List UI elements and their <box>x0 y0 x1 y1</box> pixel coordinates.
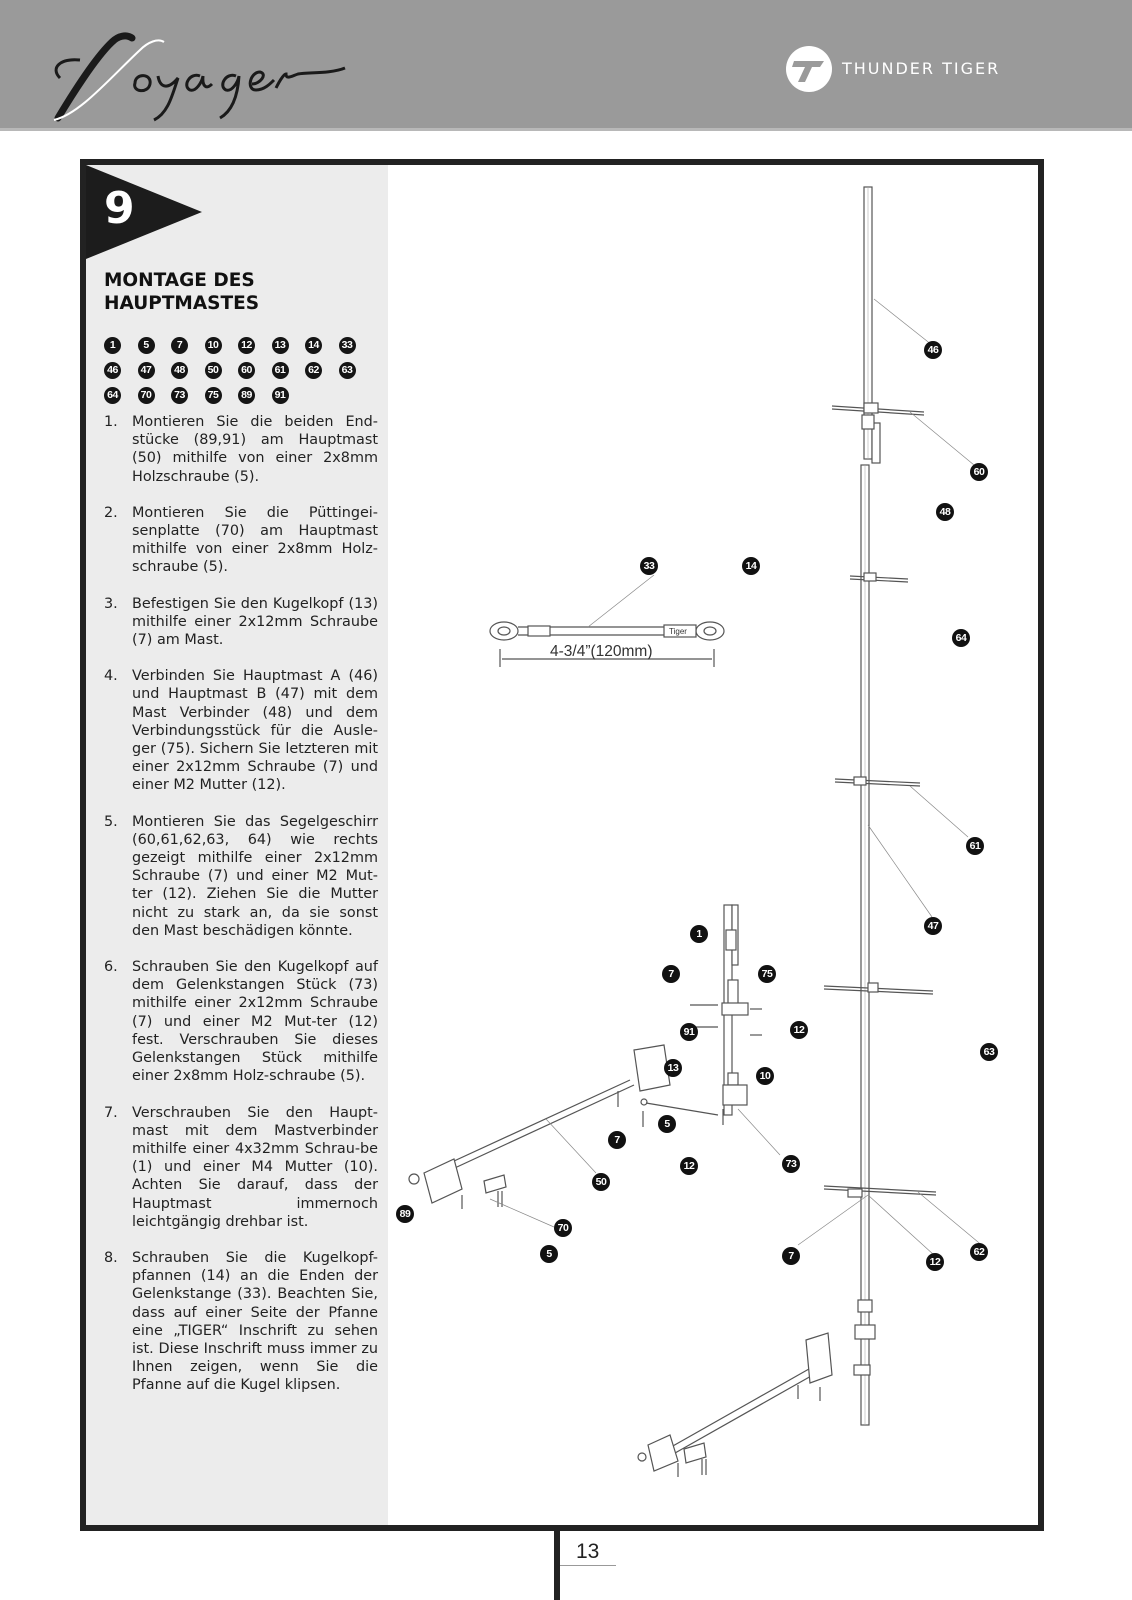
dimension-label: 4-3/4”(120mm) <box>550 643 653 660</box>
part-callout: 10 <box>756 1067 774 1085</box>
part-callout: 75 <box>758 965 776 983</box>
part-callout: 61 <box>966 837 984 855</box>
part-callout: 5 <box>540 1245 558 1263</box>
part-callout: 12 <box>926 1253 944 1271</box>
instruction-item <box>104 595 378 650</box>
part-callout: 91 <box>680 1023 698 1041</box>
instruction-text: Montieren Sie die beiden End-stücke (89,91) am Hauptmast (50) mithilfe von einer 2x8mm Holzschraube (5). <box>132 414 378 485</box>
part-callout: 7 <box>608 1131 626 1149</box>
instruction-text: Befestigen Sie den Kugelkopf (13) mithilfe einer 2x12mm Schraube (7) am Mast. <box>132 595 378 649</box>
instruction-number: 7. <box>104 1104 118 1121</box>
instruction-item <box>104 1249 378 1395</box>
instruction-item <box>104 1104 378 1231</box>
part-badge: 13 <box>272 337 289 354</box>
maker-name: THUNDER TIGER <box>842 59 1001 78</box>
part-badge: 63 <box>339 362 356 379</box>
rod-tiger-label: Tiger <box>669 627 687 636</box>
part-callout: 73 <box>782 1155 800 1173</box>
part-callout: 7 <box>662 965 680 983</box>
instruction-panel <box>86 165 388 1525</box>
part-callout: 12 <box>680 1157 698 1175</box>
instruction-text: Verschrauben Sie den Haupt-mast mit dem Mastverbinder mithilfe einer 4x32mm Schrau-be (1) und einer M4 Mutter (10). Achten Sie darauf, dass der Hauptmast immernoch leichtgängig drehbar ist. <box>132 1104 378 1230</box>
part-badge: 12 <box>238 337 255 354</box>
instruction-item <box>104 958 378 1085</box>
instruction-text: Montieren Sie die Püttingei-senplatte (70) am Hauptmast mithilfe von einer 2x8mm Holz-schraube (5). <box>132 504 378 576</box>
instruction-text: Schrauben Sie den Kugelkopf auf dem Gelenkstangen Stück (73) mithilfe einer 2x12mm Schraube (7) und einer M2 Mut-ter (12) fest. Verschrauben Sie dieses Gelenkstangen Stück mithilfe einer 2x8mm Holz-schraube (5). <box>132 959 378 1085</box>
page-number-underline <box>560 1565 616 1566</box>
instruction-number: 6. <box>104 959 118 976</box>
part-callout: 7 <box>782 1247 800 1265</box>
part-callout: 33 <box>640 557 658 575</box>
part-badge: 46 <box>104 362 121 379</box>
instruction-text: Schrauben Sie die Kugelkopf-pfannen (14) an die Enden der Gelenkstange (33). Beachten Sie, dass auf einer Seite der Pfanne eine „TIGER“ Inschrift zu sehen ist. Diese Inschrift muss immer zu Ihnen zeigen, wenn Sie die Pfanne auf die Kugel klipsen. <box>132 1249 378 1394</box>
part-callout: 64 <box>952 629 970 647</box>
part-callout: 12 <box>790 1021 808 1039</box>
instruction-number: 2. <box>104 504 118 521</box>
part-badge: 14 <box>305 337 322 354</box>
instruction-frame <box>80 159 1044 1531</box>
thunder-tiger-mark-icon <box>786 46 832 92</box>
instruction-number: 4. <box>104 668 118 685</box>
step-title: MONTAGE DES HAUPTMASTES <box>104 270 260 314</box>
part-callout: 1 <box>690 925 708 943</box>
part-badge: 64 <box>104 387 121 404</box>
part-badge: 75 <box>205 387 222 404</box>
part-badge: 91 <box>272 387 289 404</box>
part-callout: 70 <box>554 1219 572 1237</box>
part-badge: 48 <box>171 362 188 379</box>
yards <box>824 403 936 1197</box>
part-list <box>104 337 394 412</box>
part-callout: 50 <box>592 1173 610 1191</box>
instruction-list <box>104 413 378 1413</box>
part-callout: 63 <box>980 1043 998 1061</box>
part-callout: 46 <box>924 341 942 359</box>
instruction-number: 8. <box>104 1249 118 1266</box>
page-number: 13 <box>576 1540 600 1563</box>
instruction-number: 5. <box>104 813 118 830</box>
part-badge: 5 <box>138 337 155 354</box>
assembly-diagram <box>388 165 1038 1525</box>
part-badge: 33 <box>339 337 356 354</box>
part-callout: 14 <box>742 557 760 575</box>
part-badge: 60 <box>238 362 255 379</box>
instruction-item <box>104 667 378 794</box>
part-badge: 47 <box>138 362 155 379</box>
mast-drawing <box>388 165 1038 1525</box>
instruction-number: 1. <box>104 414 118 430</box>
part-badge: 10 <box>205 337 222 354</box>
step-number: 9 <box>104 183 135 234</box>
part-callout: 89 <box>396 1205 414 1223</box>
instruction-item <box>104 413 378 486</box>
part-badge: 1 <box>104 337 121 354</box>
instruction-text: Verbinden Sie Hauptmast A (46) und Hauptmast B (47) mit dem Mast Verbinder (48) und dem Verbindungsstück für die Ausle-ger (75). Sichern Sie letzteren mit einer 2x12mm Schraube (7) und einer M2 Mutter (12). <box>132 668 378 794</box>
instruction-item <box>104 813 378 940</box>
part-callout: 47 <box>924 917 942 935</box>
part-callout: 5 <box>658 1115 676 1133</box>
part-callout: 60 <box>970 463 988 481</box>
instruction-item <box>104 504 378 577</box>
part-callout: 48 <box>936 503 954 521</box>
part-badge: 61 <box>272 362 289 379</box>
part-badge: 7 <box>171 337 188 354</box>
page-header <box>0 0 1132 131</box>
part-badge: 62 <box>305 362 322 379</box>
instruction-number: 3. <box>104 595 118 612</box>
part-callout: 13 <box>664 1059 682 1077</box>
part-badge: 70 <box>138 387 155 404</box>
part-callout: 62 <box>970 1243 988 1261</box>
voyager-logo-icon <box>40 28 370 123</box>
thunder-tiger-logo <box>786 46 1086 92</box>
part-badge: 50 <box>205 362 222 379</box>
part-badge: 73 <box>171 387 188 404</box>
part-badge: 89 <box>238 387 255 404</box>
instruction-text: Montieren Sie das Segelgeschirr (60,61,62,63, 64) wie rechts gezeigt mithilfe einer 2x12mm Schraube (7) und einer M2 Mut-ter (12). Ziehen Sie die Mutter nicht zu stark an, da sie sonst den Mast beschädigen könnte. <box>132 813 378 939</box>
